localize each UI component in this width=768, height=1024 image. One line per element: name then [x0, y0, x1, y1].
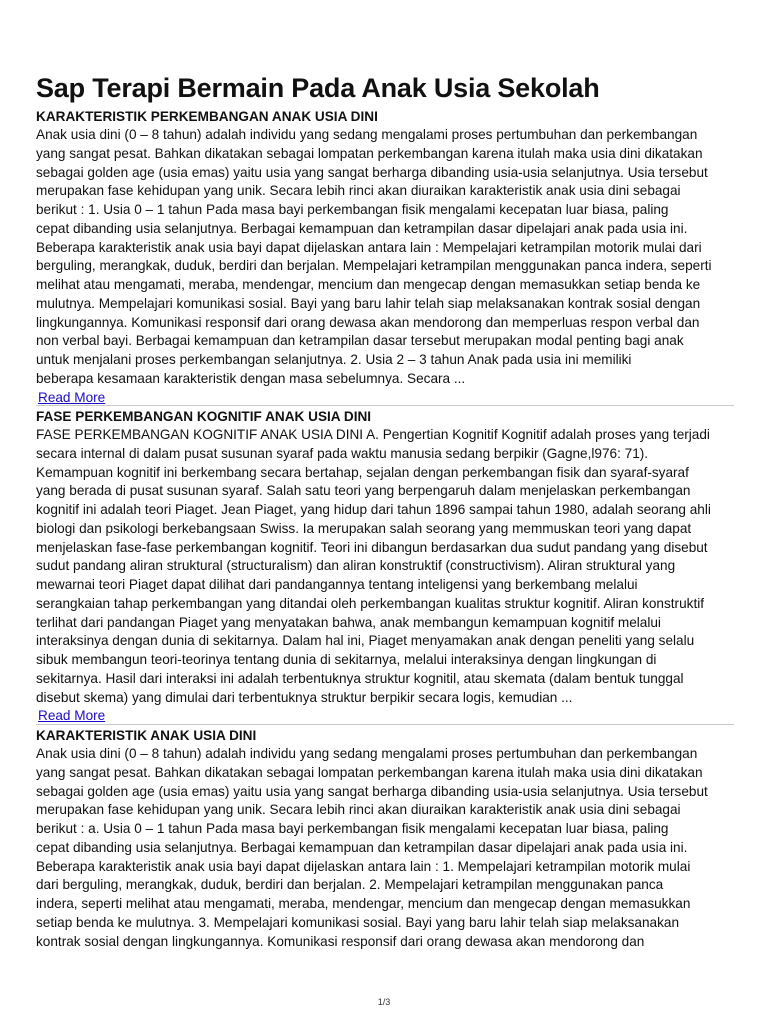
article-heading: KARAKTERISTIK ANAK USIA DINI — [36, 728, 257, 743]
body-line: indera, seperti melihat atau mengamati, meraba, mendengar, mencium dan mengecap dengan memasukkan — [36, 896, 691, 911]
body-line: mewarnai teori Piaget dapat dilihat dari pandangannya tentang inteligensi yang berkembang melalui — [36, 577, 638, 592]
article-fase-perkembangan-kognitif — [36, 408, 736, 725]
body-line: secara internal di dalam pusat susunan syaraf pada waktu manusia sedang berpikir (Gagne,l976: 71). — [36, 445, 649, 461]
read-more-link[interactable]: Read More — [38, 708, 106, 724]
article-heading: KARAKTERISTIK PERKEMBANGAN ANAK USIA DINI — [36, 109, 378, 124]
body-line: untuk menjalani proses perkembangan selanjutnya. 2. Usia 2 – 3 tahun Anak pada usia ini memiliki — [36, 352, 632, 367]
body-line: yang sangat pesat. Bahkan dikatakan sebagai lompatan perkembangan karena itulah maka usia dini dikatakan — [36, 145, 703, 161]
body-line: setiap benda ke mulutnya. 3. Mempelajari komunikasi sosial. Bayi yang baru lahir telah siap melaksanakan — [36, 914, 680, 930]
page-title: Sap Terapi Bermain Pada Anak Usia Sekolah — [36, 73, 600, 104]
body-line: berikut : 1. Usia 0 – 1 tahun Pada masa bayi perkembangan fisik mengalami kecepatan luar biasa, paling — [36, 202, 669, 217]
body-line: berikut : a. Usia 0 – 1 tahun Pada masa bayi perkembangan fisik mengalami kecepatan luar biasa, paling — [36, 821, 669, 836]
body-line: merupakan fase kehidupan yang unik. Secara lebih rinci akan diuraikan karakteristik anak usia dini sebagai — [36, 183, 681, 199]
article-heading: FASE PERKEMBANGAN KOGNITIF ANAK USIA DINI — [36, 409, 372, 424]
article-karakteristik-perkembangan — [36, 108, 736, 407]
body-line: non verbal bayi. Berbagai kemampuan dan ketrampilan dasar tersebut merupakan modal penting bagi anak — [36, 333, 684, 349]
body-line: yang berada di pusat susunan syaraf. Salah satu teori yang berpengaruh dalam menjelaskan perkembangan — [36, 483, 691, 499]
article-body — [36, 745, 736, 951]
body-line: berguling, merangkak, duduk, berdiri dan berjalan. Mempelajari ketrampilan menggunakan panca indera, seperti — [36, 258, 712, 274]
body-line: Anak usia dini (0 – 8 tahun) adalah individu yang sedang mengalami proses pertumbuhan dan perkembangan — [36, 746, 698, 761]
article-divider — [36, 724, 734, 725]
body-line: terlihat dari pandangan Piaget yang menyatakan bahwa, anak membangun kemampuan kognitif melalui — [36, 614, 661, 630]
body-line: lingkungannya. Komunikasi responsif dari orang dewasa akan mendorong dan memperluas respon verbal dan — [36, 314, 700, 330]
body-line: Beberapa karakteristik anak usia bayi dapat dijelaskan antara lain : 1. Mempelajari ketrampilan motorik mulai — [36, 858, 691, 874]
body-line: disebut skema) yang dimulai dari terbentuknya struktur berpikir secara logis, kemudian ... — [36, 689, 573, 705]
body-line: sekitarnya. Hasil dari interaksi ini adalah terbentuknya struktur kognitil, atau skemata (dalam bentuk tunggal — [36, 670, 684, 686]
body-line: yang sangat pesat. Bahkan dikatakan sebagai lompatan perkembangan karena itulah maka usia dini dikatakan — [36, 764, 703, 780]
body-line: melihat atau mengamati, meraba, mendengar, mencium dan mengecap dengan memasukkan setiap benda ke — [36, 277, 701, 292]
body-line: sudut pandang aliran struktural (structuralism) dan aliran konstruktif (constructivism). Aliran struktural yang — [36, 558, 676, 574]
page-indicator: 1/3 — [377, 997, 391, 1007]
body-line: sebagai golden age (usia emas) yaitu usia yang sangat berharga dibanding usia-usia selanjutnya. Usia tersebut — [36, 164, 708, 180]
body-line: serangkaian tahap perkembangan yang ditandai oleh perkembangan kualitas struktur kognitif. Aliran konstruktif — [36, 595, 705, 611]
body-line: interaksinya dengan dunia di sekitarnya. Dalam hal ini, Piaget menyamakan anak dengan peneliti yang selalu — [36, 633, 695, 649]
body-line: sebagai golden age (usia emas) yaitu usia yang sangat berharga dibanding usia-usia selanjutnya. Usia tersebut — [36, 783, 708, 799]
body-line: Beberapa karakteristik anak usia bayi dapat dijelaskan antara lain : Mempelajari ketrampilan motorik mulai dari — [36, 239, 702, 255]
body-line: sibuk membangun teori-teorinya tentang dunia di sekitarnya, melalui interaksinya dengan lingkungan di — [36, 652, 657, 667]
body-line: kontrak sosial dengan lingkungannya. Komunikasi responsif dari orang dewasa akan mendorong dan — [36, 933, 645, 949]
article-divider — [36, 405, 734, 406]
read-more-link[interactable]: Read More — [38, 389, 106, 405]
body-line: Anak usia dini (0 – 8 tahun) adalah individu yang sedang mengalami proses pertumbuhan dan perkembangan — [36, 127, 698, 142]
body-line: cepat dibanding usia selanjutnya. Berbagai kemampuan dan ketrampilan dasar dipelajari anak pada usia ini. — [36, 839, 688, 855]
body-line: Kemampuan kognitif ini berkembang secara bertahap, sejalan dengan perkembangan fisik dan syaraf-syaraf — [36, 464, 689, 480]
article-body — [36, 126, 736, 389]
article-karakteristik-anak-usia-dini — [36, 727, 736, 951]
body-line: cepat dibanding usia selanjutnya. Berbagai kemampuan dan ketrampilan dasar dipelajari anak pada usia ini. — [36, 220, 688, 236]
body-line: menjelaskan fase-fase perkembangan kognitif. Teori ini dibangun berdasarkan dua sudut pandang yang disebut — [36, 539, 708, 555]
body-line: dari berguling, merangkak, duduk, berdiri dan berjalan. 2. Mempelajari ketrampilan menggunakan panca — [36, 877, 664, 893]
body-line: beberapa kesamaan karakteristik dengan masa sebelumnya. Secara ... — [36, 370, 466, 386]
body-line: kognitif ini adalah teori Piaget. Jean Piaget, yang hidup dari tahun 1896 sampai tahun 1980, adalah seorang ahli — [36, 502, 711, 517]
body-line: biologi dan psikologi berkebangsaan Swiss. Ia merupakan salah seorang yang memmuskan teori yang dapat — [36, 520, 692, 536]
body-line: mulutnya. Mempelajari komunikasi sosial. Bayi yang baru lahir telah siap melaksanakan kontrak sosial dengan — [36, 295, 701, 311]
body-line: merupakan fase kehidupan yang unik. Secara lebih rinci akan diuraikan karakteristik anak usia dini sebagai — [36, 802, 681, 818]
body-line: FASE PERKEMBANGAN KOGNITIF ANAK USIA DINI A. Pengertian Kognitif Kognitif adalah proses yang terjadi — [36, 427, 710, 442]
article-body — [36, 426, 736, 707]
